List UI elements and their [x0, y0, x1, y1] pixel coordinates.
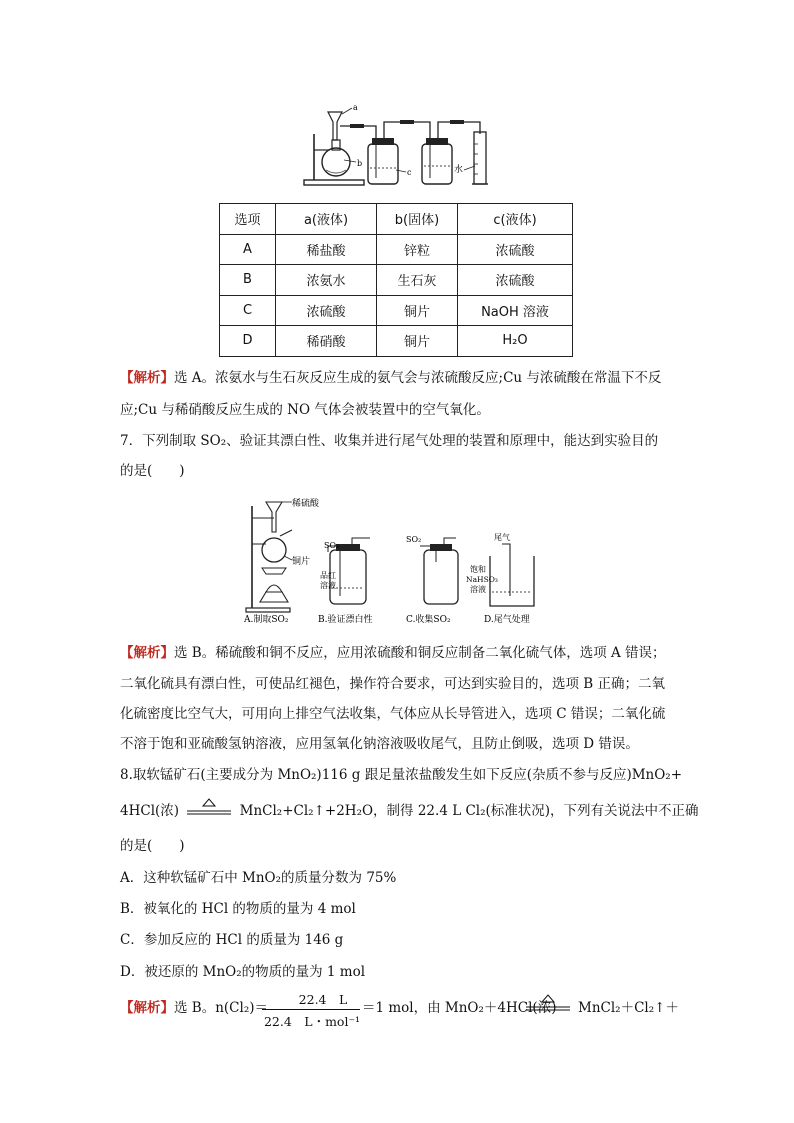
table-header-cell: b(固体): [377, 204, 458, 235]
table-cell: H₂O: [458, 326, 573, 357]
table-cell: C: [220, 295, 276, 326]
analysis6-line1: [120, 368, 661, 388]
fraction-denominator: 22.4 L・mol⁻¹: [263, 1014, 361, 1029]
q7-line1: 7．下列制取 SO₂、验证其漂白性、收集并进行尾气处理的装置和原理中，能达到实验目的: [120, 433, 659, 449]
table-cell: 稀盐酸: [276, 234, 377, 265]
table-cell: 浓硫酸: [458, 265, 573, 296]
table-cell: 生石灰: [377, 265, 458, 296]
q8-option-d: D．被还原的 MnO₂的物质的量为 1 mol: [120, 964, 366, 980]
table-cell: B: [220, 265, 276, 296]
q8-equation-right: MnCl₂+Cl₂↑+2H₂O，制得 22.4 L Cl₂(标准状况)，下列有关说法中不正确: [239, 803, 699, 819]
label-copper: 铜片: [292, 557, 311, 567]
options-table: [219, 203, 573, 357]
q8-option-a: A．这种软锰矿石中 MnO₂的质量分数为 75%: [120, 870, 397, 886]
analysis8-line: [120, 998, 268, 1018]
label-pinred: 品红: [320, 571, 336, 580]
label-so2-c: SO₂: [406, 535, 422, 544]
table-row: [220, 295, 573, 326]
analysis7-line3: 化硫密度比空气大，可用向上排空气法收集，气体应从长导管进入，选项 C 错误；二氧化硫: [120, 706, 666, 722]
fraction-bar: [262, 1009, 360, 1010]
so2-apparatus-figure: [244, 496, 554, 626]
analysis7-line4: 不溶于饱和亚硫酸氢钠溶液，应用氢氧化钠溶液吸收尾气，且防止倒吸，选项 D 错误。: [120, 736, 639, 752]
label-dilute-acid: 稀硫酸: [292, 499, 320, 509]
analysis8-pre: 选 B。n(Cl₂)＝: [174, 1000, 268, 1016]
table-cell: 浓硫酸: [458, 234, 573, 265]
analysis-tag: 【解析】: [120, 370, 174, 386]
label-so2-b: SO₂: [324, 541, 340, 550]
heat-arrow-icon: [183, 802, 235, 822]
table-cell: NaOH 溶液: [458, 295, 573, 326]
label-c: c: [407, 168, 412, 177]
table-cell: 铜片: [377, 295, 458, 326]
gas-apparatus-figure: [300, 104, 492, 190]
label-water: 水: [454, 165, 464, 175]
analysis8-post: ＝1 mol，由 MnO₂＋4HCl(浓): [362, 1000, 557, 1016]
q8-option-c: C．参加反应的 HCl 的质量为 146 g: [120, 932, 344, 948]
table-row: [220, 234, 573, 265]
analysis-text: 选 B。稀硫酸和铜不反应，应用浓硫酸和铜反应制备二氧化硫气体，选项 A 错误；: [174, 645, 666, 661]
label-saturated: 饱和: [470, 565, 486, 574]
label-b: b: [357, 159, 363, 168]
table-cell: 锌粒: [377, 234, 458, 265]
table-header-cell: a(液体): [276, 204, 377, 235]
caption-d: D.尾气处理: [484, 615, 530, 625]
table-row: [220, 326, 573, 357]
table-header-row: [220, 204, 573, 235]
table-header-cell: c(液体): [458, 204, 573, 235]
analysis7-line1: [120, 643, 666, 663]
q7-line2: 的是( ): [120, 463, 185, 479]
label-solution-d: 溶液: [470, 585, 486, 594]
analysis7-line2: 二氧化硫具有漂白性，可使品红褪色，操作符合要求，可达到实验目的，选项 B 正确；二氧: [120, 676, 666, 692]
q8-line2: [120, 801, 699, 822]
table-cell: 浓氨水: [276, 265, 377, 296]
caption-a: A.制取SO₂: [244, 615, 289, 625]
caption-c: C.收集SO₂: [406, 615, 451, 625]
analysis-tag: 【解析】: [120, 645, 174, 661]
table-cell: 铜片: [377, 326, 458, 357]
analysis-tag: 【解析】: [120, 1000, 174, 1016]
q8-line3: 的是( ): [120, 838, 185, 854]
q8-line1: 8.取软锰矿石(主要成分为 MnO₂)116 g 跟足量浓盐酸发生如下反应(杂质不参与反应)MnO₂+: [120, 767, 683, 783]
table-header-cell: 选项: [220, 204, 276, 235]
fraction-numerator: 22.4 L: [298, 992, 348, 1007]
analysis8-tail: MnCl₂＋Cl₂↑＋: [578, 1000, 679, 1016]
label-solution-b: 溶液: [320, 581, 336, 590]
q8-option-b: B．被氧化的 HCl 的物质的量为 4 mol: [120, 901, 356, 917]
analysis-text: 选 A。浓氨水与生石灰反应生成的氨气会与浓硫酸反应;Cu 与浓硫酸在常温下不反: [174, 370, 662, 386]
analysis6-line2: 应;Cu 与稀硝酸反应生成的 NO 气体会被装置中的空气氧化。: [120, 402, 490, 418]
table-row: [220, 265, 573, 296]
caption-b: B.验证漂白性: [318, 615, 373, 625]
table-cell: D: [220, 326, 276, 357]
label-nahso3: NaHSO₃: [466, 575, 498, 584]
table-cell: 浓硫酸: [276, 295, 377, 326]
table-cell: 稀硝酸: [276, 326, 377, 357]
heat-arrow-icon: [522, 994, 574, 1020]
label-a: a: [353, 104, 358, 112]
q8-equation-left: 4HCl(浓): [120, 803, 180, 819]
label-tail-gas: 尾气: [494, 533, 510, 542]
table-cell: A: [220, 234, 276, 265]
